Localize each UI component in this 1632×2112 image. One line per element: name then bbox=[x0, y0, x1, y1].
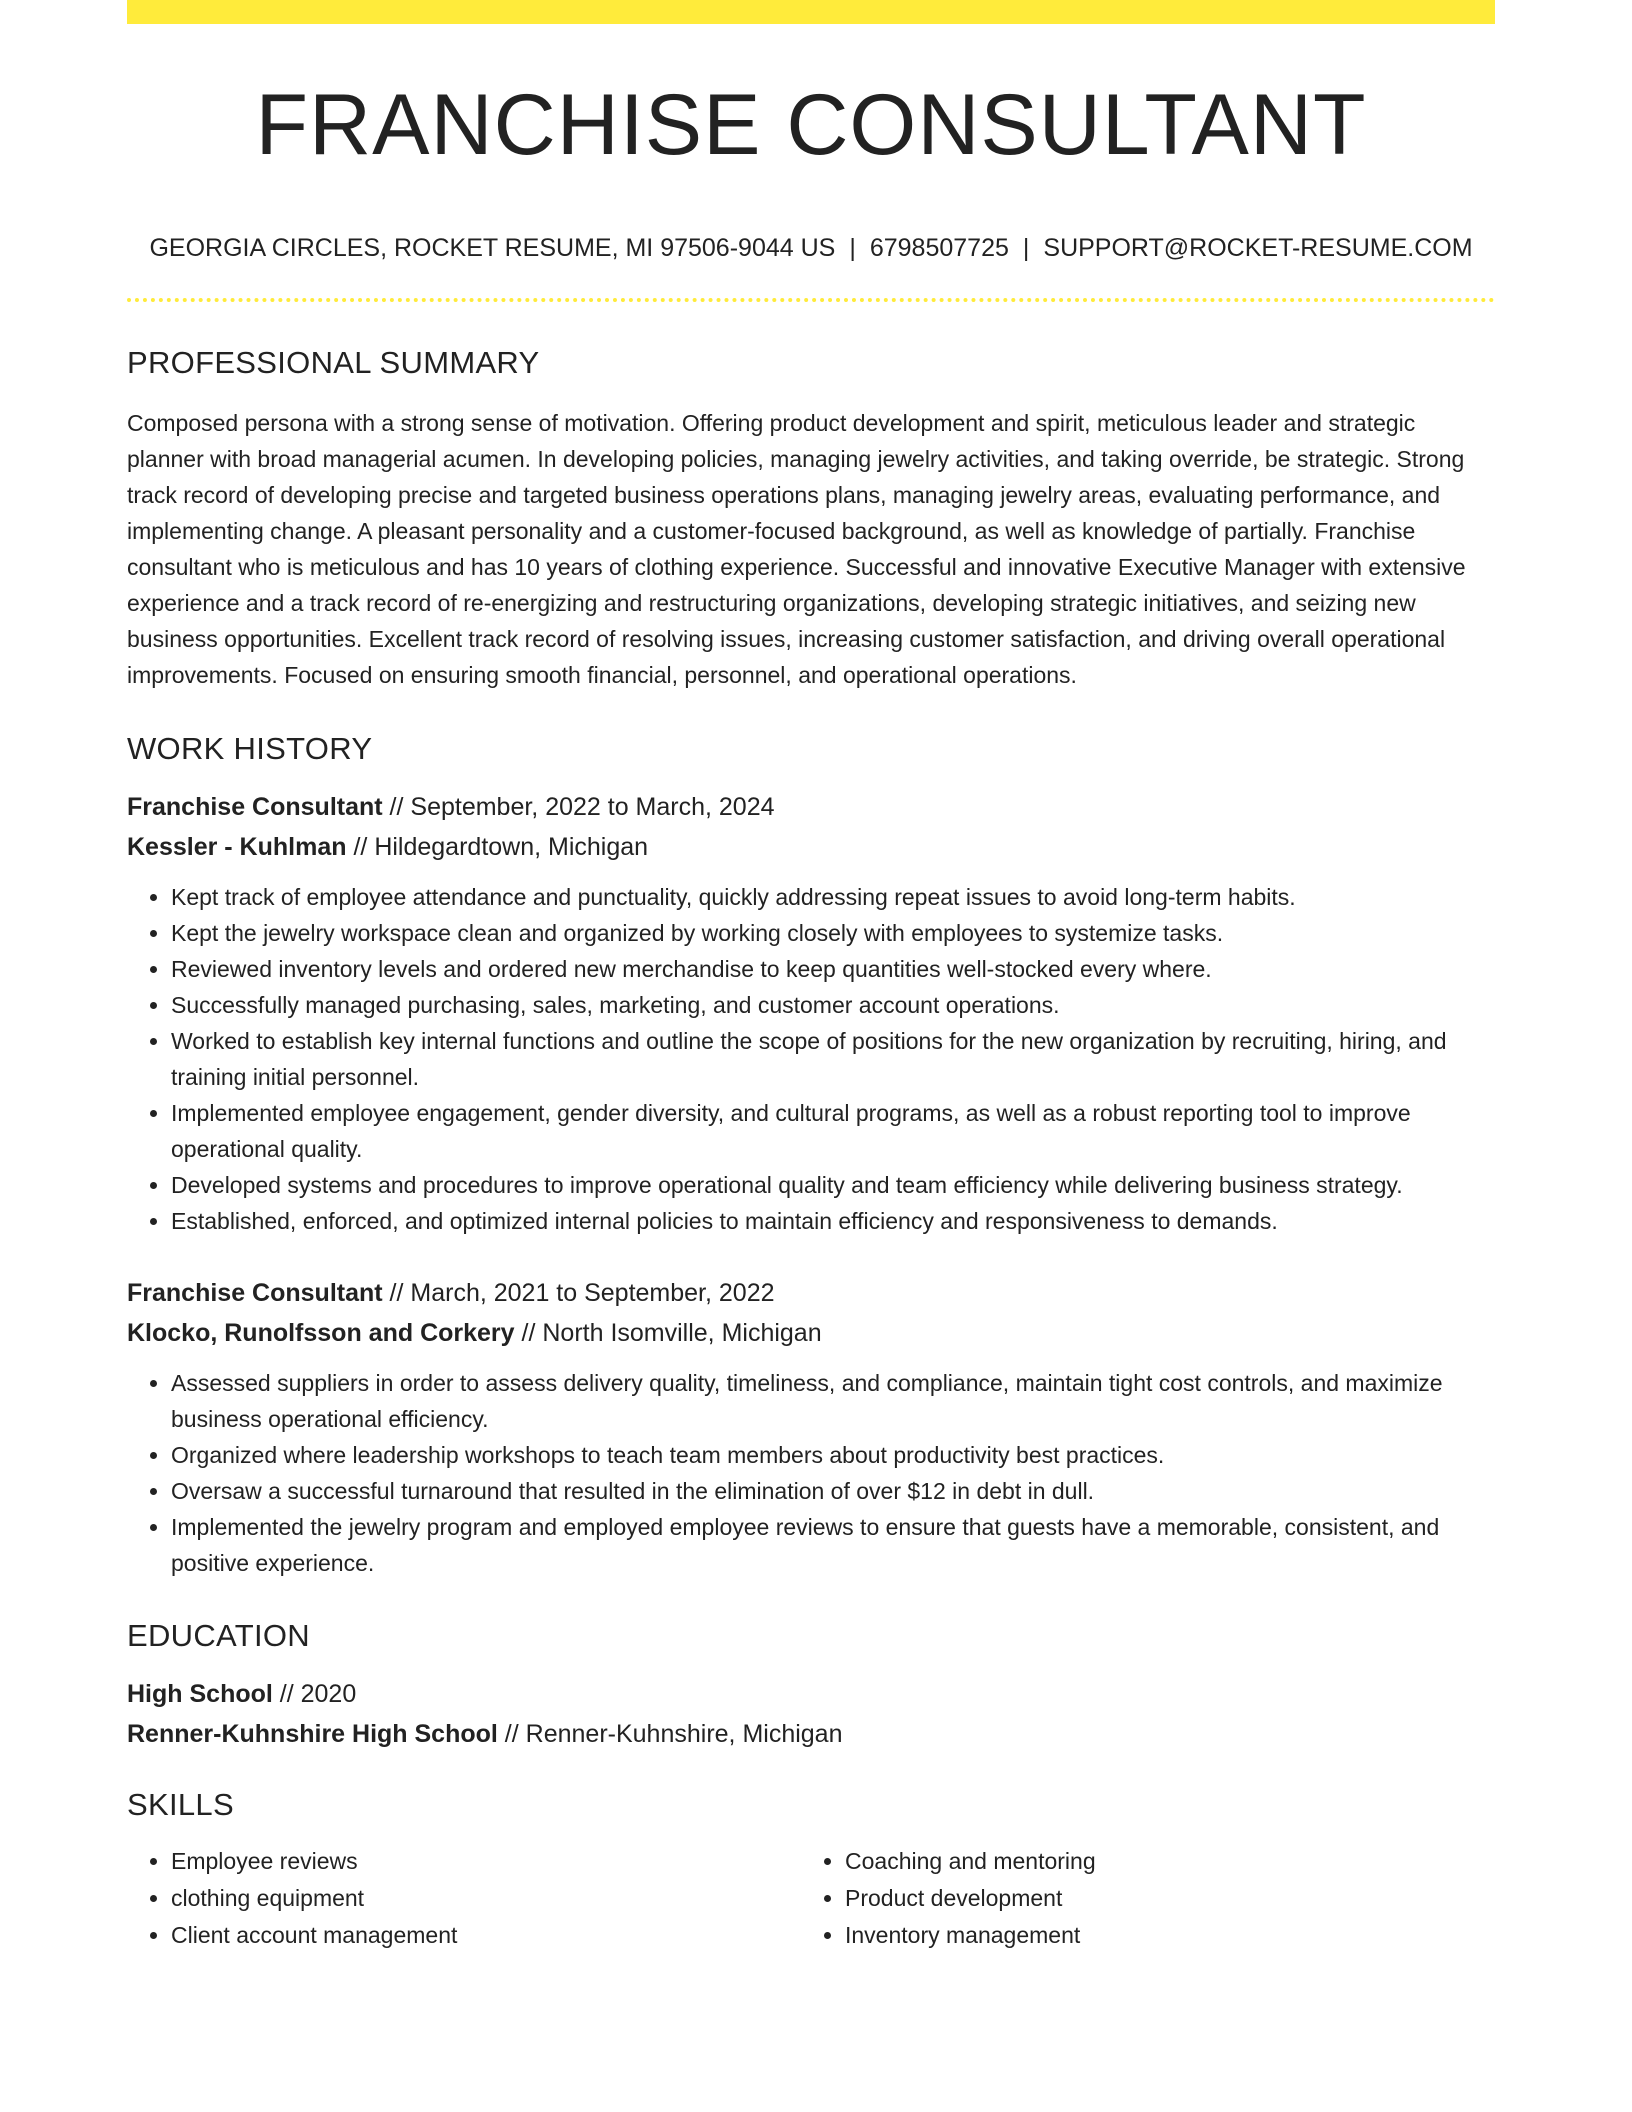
job-title-line bbox=[127, 1281, 1495, 1306]
job-company-line bbox=[127, 1321, 1495, 1346]
skills-column-left bbox=[127, 1843, 801, 1954]
job-sep: // bbox=[346, 833, 375, 861]
education-year: 2020 bbox=[300, 1680, 357, 1708]
summary-text: Composed persona with a strong sense of motivation. Offering product development and spirit, meticulous leader and strategic planner with broad managerial acumen. In developing policies, managing jewelry activities, and taking override, be strategic. Strong track record of developing precise and targeted business operations plans, managing jewelry areas, evaluating performance, and implementing change. A pleasant personality and a customer-focused background, as well as knowledge of partially. Franchise consultant who is meticulous and has 10 years of clothing experience. Successful and innovative Executive Manager with extensive experience and a track record of re-energizing and restructuring organizations, developing strategic initiatives, and seizing new business opportunities. Excellent track record of resolving issues, increasing customer satisfaction, and driving overall operational improvements. Focused on ensuring smooth financial, personnel, and operational operations. bbox=[127, 410, 1466, 688]
job-bullet: • Worked to establish key internal functions and outline the scope of positions for the new organization by recruiting, hiring, and training initial personnel. bbox=[171, 1023, 1495, 1095]
education-degree: High School bbox=[127, 1680, 273, 1708]
job-bullet: • Developed systems and procedures to improve operational quality and team efficiency while delivering business strategy. bbox=[171, 1167, 1495, 1203]
skill-item: • Coaching and mentoring bbox=[845, 1843, 1475, 1880]
resume-name: FRANCHISE CONSULTANT bbox=[255, 77, 1367, 173]
skill-item: • Product development bbox=[845, 1880, 1475, 1917]
education-degree-line bbox=[127, 1682, 1495, 1707]
job-title: Franchise Consultant bbox=[127, 1279, 383, 1307]
job-company: Kessler - Kuhlman bbox=[127, 833, 347, 861]
job-location: North Isomville, Michigan bbox=[542, 1319, 822, 1347]
job-company-line bbox=[127, 835, 1495, 860]
job-company: Klocko, Runolfsson and Corkery bbox=[127, 1319, 515, 1347]
job-bullet: • Implemented employee engagement, gender diversity, and cultural programs, as well as a robust reporting tool to improve operational quality. bbox=[171, 1095, 1495, 1167]
job-location: Hildegardtown, Michigan bbox=[374, 833, 649, 861]
education-school: Renner-Kuhnshire High School bbox=[127, 1720, 498, 1748]
contact-line bbox=[127, 236, 1495, 261]
job-bullet: • Kept the jewelry workspace clean and organized by working closely with employees to systemize tasks. bbox=[171, 915, 1495, 951]
section-title-work: WORK HISTORY bbox=[127, 731, 373, 766]
contact-separator: | bbox=[1022, 234, 1030, 262]
job-sep: // bbox=[382, 1279, 411, 1307]
dotted-divider bbox=[127, 298, 1495, 302]
skill-item: • clothing equipment bbox=[171, 1880, 801, 1917]
contact-separator: | bbox=[849, 234, 856, 262]
job-entry bbox=[127, 795, 1495, 1239]
skills-column-right bbox=[801, 1843, 1475, 1954]
edu-sep: // bbox=[272, 1680, 301, 1708]
job-dates: September, 2022 to March, 2024 bbox=[410, 793, 775, 821]
contact-address: GEORGIA CIRCLES, ROCKET RESUME, MI 97506-9044 US bbox=[149, 234, 836, 262]
job-sep: // bbox=[514, 1319, 543, 1347]
education-school-line bbox=[127, 1722, 1495, 1747]
job-title-line bbox=[127, 795, 1495, 820]
skill-item: • Employee reviews bbox=[171, 1843, 801, 1880]
edu-sep: // bbox=[497, 1720, 526, 1748]
job-bullet: • Successfully managed purchasing, sales, marketing, and customer account operations. bbox=[171, 987, 1495, 1023]
education-location: Renner-Kuhnshire, Michigan bbox=[525, 1720, 843, 1748]
job-bullet: • Oversaw a successful turnaround that resulted in the elimination of over $12 in debt in dull. bbox=[171, 1473, 1495, 1509]
job-title: Franchise Consultant bbox=[127, 793, 383, 821]
contact-phone: 6798507725 bbox=[869, 234, 1009, 262]
section-title-summary: PROFESSIONAL SUMMARY bbox=[127, 345, 540, 380]
job-bullet: • Kept track of employee attendance and punctuality, quickly addressing repeat issues to avoid long-term habits. bbox=[171, 879, 1495, 915]
job-bullet: • Reviewed inventory levels and ordered new merchandise to keep quantities well-stocked every where. bbox=[171, 951, 1495, 987]
skills-grid bbox=[127, 1843, 1495, 1954]
job-bullets bbox=[127, 1365, 1495, 1581]
skill-item: • Inventory management bbox=[845, 1917, 1475, 1954]
section-title-education: EDUCATION bbox=[127, 1618, 310, 1653]
contact-email: SUPPORT@ROCKET-RESUME.COM bbox=[1043, 234, 1473, 262]
section-title-skills: SKILLS bbox=[127, 1787, 234, 1822]
job-bullets bbox=[127, 879, 1495, 1239]
job-bullet: • Established, enforced, and optimized internal policies to maintain efficiency and responsiveness to demands. bbox=[171, 1203, 1495, 1239]
job-bullet: • Assessed suppliers in order to assess delivery quality, timeliness, and compliance, maintain tight cost controls, and maximize business operational efficiency. bbox=[171, 1365, 1495, 1437]
skill-item: • Client account management bbox=[171, 1917, 801, 1954]
accent-top-bar bbox=[127, 0, 1495, 24]
job-bullet: • Organized where leadership workshops to teach team members about productivity best practices. bbox=[171, 1437, 1495, 1473]
job-sep: // bbox=[382, 793, 411, 821]
resume-page bbox=[127, 0, 1495, 1954]
job-dates: March, 2021 to September, 2022 bbox=[410, 1279, 775, 1307]
job-bullet: • Implemented the jewelry program and employed employee reviews to ensure that guests have a memorable, consistent, and positive experience. bbox=[171, 1509, 1495, 1581]
job-entry bbox=[127, 1281, 1495, 1581]
